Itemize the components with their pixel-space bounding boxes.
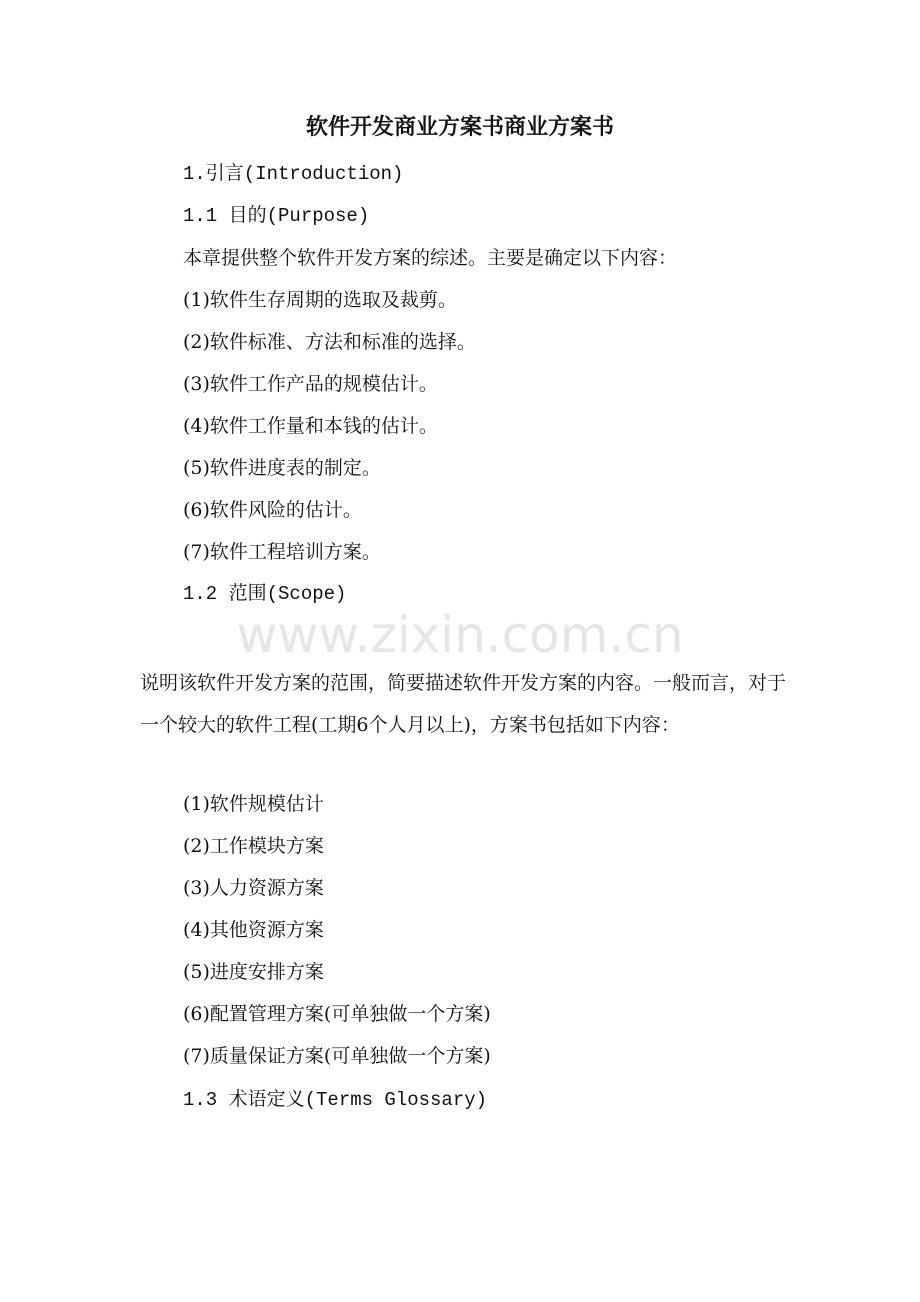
watermark: www.zixin.com.cn xyxy=(236,606,684,664)
purpose-item: (2)软件标准、方法和标准的选择。 xyxy=(183,331,476,353)
scope-item: (5)进度安排方案 xyxy=(183,961,324,983)
section-heading-purpose: 1.1 目的(Purpose) xyxy=(183,205,370,227)
purpose-item: (7)软件工程培训方案。 xyxy=(183,541,381,563)
scope-item: (4)其他资源方案 xyxy=(183,919,324,941)
scope-item: (3)人力资源方案 xyxy=(183,877,324,899)
purpose-item: (1)软件生存周期的选取及裁剪。 xyxy=(183,289,457,311)
scope-item: (2)工作模块方案 xyxy=(183,835,324,857)
scope-item: (1)软件规模估计 xyxy=(183,793,324,815)
scope-item: (7)质量保证方案(可单独做一个方案) xyxy=(183,1045,491,1067)
scope-paragraph: 说明该软件开发方案的范围，简要描述软件开发方案的内容。一般而言，对于一个较大的软件工程(工期6个人月以上)，方案书包括如下内容： xyxy=(140,672,787,736)
document-title: 软件开发商业方案书商业方案书 xyxy=(305,115,614,140)
section-heading-scope: 1.2 范围(Scope) xyxy=(183,583,347,605)
scope-item: (6)配置管理方案(可单独做一个方案) xyxy=(183,1003,491,1025)
purpose-item: (4)软件工作量和本钱的估计。 xyxy=(183,415,438,437)
section-heading-terms-glossary: 1.3 术语定义(Terms Glossary) xyxy=(183,1089,488,1111)
purpose-item: (6)软件风险的估计。 xyxy=(183,499,362,521)
purpose-item: (5)软件进度表的制定。 xyxy=(183,457,381,479)
purpose-intro: 本章提供整个软件开发方案的综述。主要是确定以下内容： xyxy=(183,247,678,269)
purpose-item: (3)软件工作产品的规模估计。 xyxy=(183,373,438,395)
section-heading-introduction: 1.引言(Introduction) xyxy=(183,163,404,185)
